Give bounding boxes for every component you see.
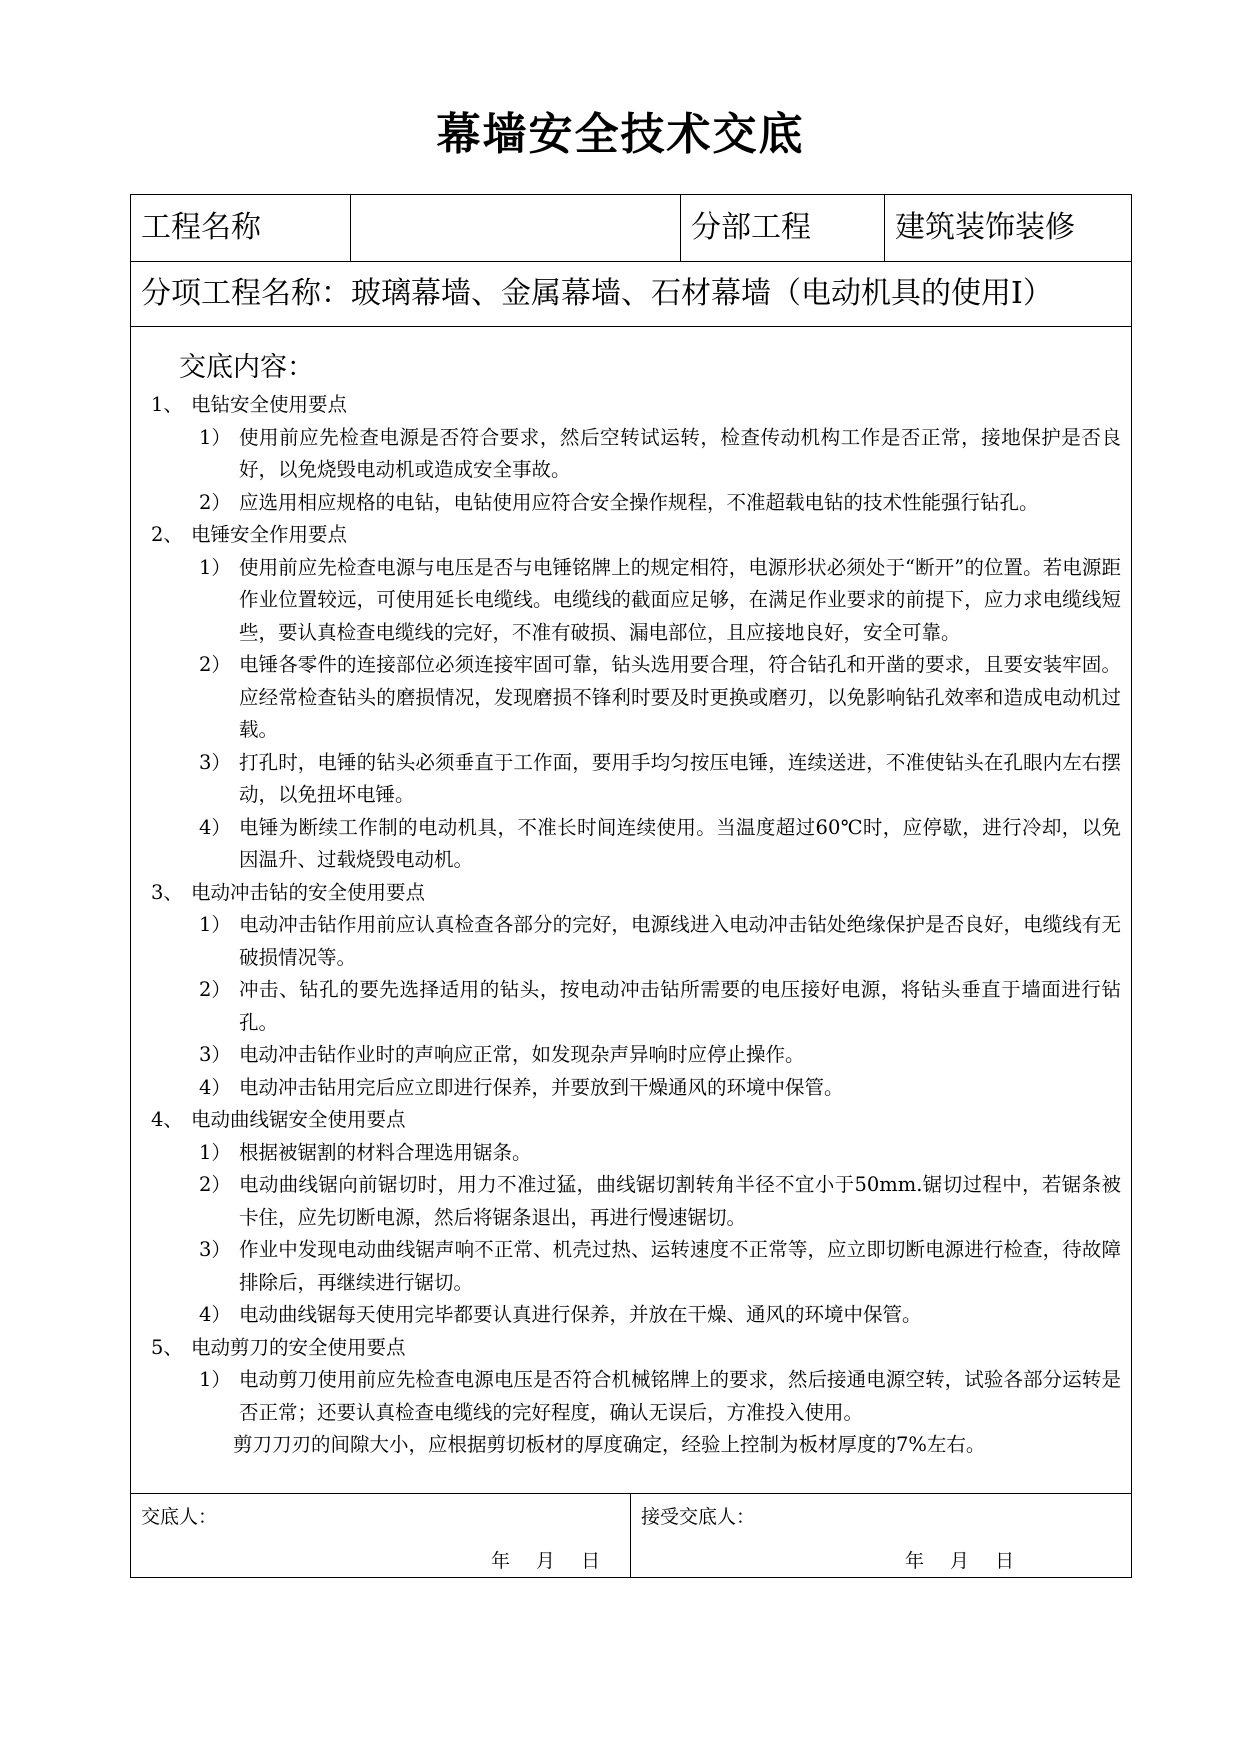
item-number: 3）	[199, 750, 231, 774]
page-title: 幕墙安全技术交底	[436, 109, 805, 160]
item-number: 1）	[199, 555, 231, 579]
list-item	[151, 1039, 1121, 1072]
section-title-text: 电锤安全作用要点	[191, 523, 348, 546]
list-item	[151, 1299, 1121, 1332]
item-number: 2）	[199, 490, 231, 514]
division-value: 建筑装饰装修	[895, 210, 1075, 245]
item-text: 电动冲击钻作用前应认真检查各部分的完好，电源线进入电动冲击钻处绝缘保护是否良好，电缆线有无破损情况等。	[239, 913, 1121, 969]
content-heading: 交底内容：	[179, 352, 314, 383]
signature-row	[131, 1494, 1131, 1577]
list-item	[151, 649, 1121, 747]
section-title-text: 电钻安全使用要点	[191, 393, 348, 416]
receiver-label: 接受交底人：	[641, 1506, 756, 1528]
division-label: 分部工程	[681, 195, 885, 261]
giver-label: 交底人：	[141, 1506, 218, 1528]
item-text: 电动曲线锯每天使用完毕都要认真进行保养，并放在干燥、通风的环境中保管。	[239, 1303, 922, 1326]
item-text: 作业中发现电动曲线锯声响不正常、机壳过热、运转速度不正常等，应立即切断电源进行检查，待故障排除后，再继续进行锯切。	[239, 1238, 1121, 1294]
section-number: 4、	[151, 1108, 183, 1131]
item-text: 使用前应先检查电源与电压是否与电锤铭牌上的规定相符，电源形状必须处于“断开”的位置。若电源距作业位置较远，可使用延长电缆线。电缆线的截面应足够，在满足作业要求的前提下，应力求电缆线短些，要认真检查电缆线的完好，不准有破损、漏电部位，且应接地良好，安全可靠。	[239, 555, 1121, 644]
sections-list	[151, 389, 1121, 1462]
item-number: 2）	[199, 1173, 231, 1196]
list-item	[151, 487, 1121, 520]
giver-cell	[131, 1494, 631, 1577]
section-number: 3、	[151, 880, 183, 904]
item-number: 4）	[199, 1303, 231, 1326]
section-title-text: 电动冲击钻的安全使用要点	[191, 880, 426, 904]
receiver-date: 年 月 日	[905, 1550, 1015, 1572]
project-name-value	[351, 195, 681, 261]
item-text: 电动冲击钻用完后应立即进行保养，并要放到干燥通风的环境中保管。	[239, 1075, 844, 1099]
section-title-text: 电动曲线锯安全使用要点	[191, 1108, 406, 1131]
subitem-row: 分项工程名称：玻璃幕墙、金属幕墙、石材幕墙（电动机具的使用Ⅰ）	[131, 261, 1131, 327]
section-title	[151, 519, 1121, 552]
item-number: 3）	[199, 1238, 231, 1261]
item-number: 4）	[199, 815, 231, 839]
list-item	[151, 1364, 1121, 1429]
item-number: 2）	[199, 653, 231, 676]
item-text: 使用前应先检查电源是否符合要求，然后空转试运转，检查传动机构工作是否正常，接地保护是否良好，以免烧毁电动机或造成安全事故。	[239, 425, 1121, 481]
section-note: 剪刀刀刃的间隙大小，应根据剪切板材的厚度确定，经验上控制为板材厚度的7%左右。	[233, 1433, 986, 1456]
list-item	[151, 974, 1121, 1039]
item-text: 电动曲线锯向前锯切时，用力不准过猛，曲线锯切割转角半径不宜小于50mm.锯切过程中，若锯条被卡住，应先切断电源，然后将锯条退出，再进行慢速锯切。	[239, 1173, 1121, 1229]
item-number: 1）	[199, 1368, 231, 1391]
header-row	[131, 195, 1131, 262]
section-title	[151, 1332, 1121, 1365]
disclosure-form	[130, 194, 1132, 1578]
item-text: 冲击、钻孔的要先选择适用的钻头，按电动冲击钻所需要的电压接好电源，将钻头垂直于墙面进行钻孔。	[239, 978, 1121, 1034]
list-item	[151, 909, 1121, 974]
list-item	[151, 1072, 1121, 1105]
receiver-cell	[631, 1494, 1131, 1577]
item-text: 打孔时，电锤的钻头必须垂直于工作面，要用手均匀按压电锤，连续送进，不准使钻头在孔眼内左右摆动，以免扭坏电锤。	[239, 750, 1121, 806]
item-text: 电动冲击钻作业时的声响应正常，如发现杂声异响时应停止操作。	[239, 1043, 805, 1066]
list-item	[151, 1137, 1121, 1170]
item-number: 1）	[199, 913, 231, 936]
item-text: 电锤各零件的连接部位必须连接牢固可靠，钻头选用要合理，符合钻孔和开凿的要求，且要安装牢固。应经常检查钻头的磨损情况，发现磨损不锋利时要及时更换或磨刃，以免影响钻孔效率和造成电动机过载。	[239, 653, 1121, 741]
section-number: 5、	[151, 1335, 183, 1359]
item-text: 应选用相应规格的电钻，电钻使用应符合安全操作规程，不准超载电钻的技术性能强行钻孔。	[239, 490, 1039, 514]
list-item	[151, 747, 1121, 812]
item-number: 3）	[199, 1043, 231, 1066]
item-text: 根据被锯割的材料合理选用锯条。	[239, 1140, 532, 1164]
section-number: 2、	[151, 523, 183, 546]
list-item	[151, 422, 1121, 487]
project-name-label: 工程名称	[131, 195, 351, 261]
giver-date: 年 月 日	[491, 1550, 601, 1572]
section-title	[151, 1104, 1121, 1137]
list-item	[151, 812, 1121, 877]
section-number: 1、	[151, 393, 183, 416]
list-item	[151, 1234, 1121, 1299]
content-area	[131, 327, 1131, 1494]
item-text: 电锤为断续工作制的电动机具，不准长时间连续使用。当温度超过60℃时，应停歇，进行冷却，以免因温升、过载烧毁电动机。	[239, 815, 1121, 871]
item-text: 电动剪刀使用前应先检查电源电压是否符合机械铭牌上的要求，然后接通电源空转，试验各部分运转是否正常；还要认真检查电缆线的完好程度，确认无误后，方准投入使用。	[239, 1368, 1121, 1424]
item-number: 1）	[199, 425, 231, 449]
item-number: 2）	[199, 978, 231, 1001]
section-title	[151, 877, 1121, 910]
list-item	[151, 1169, 1121, 1234]
section-title-text: 电动剪刀的安全使用要点	[191, 1335, 406, 1359]
item-number: 4）	[199, 1075, 231, 1099]
item-number: 1）	[199, 1140, 231, 1164]
list-item	[151, 552, 1121, 650]
section-title	[151, 389, 1121, 422]
